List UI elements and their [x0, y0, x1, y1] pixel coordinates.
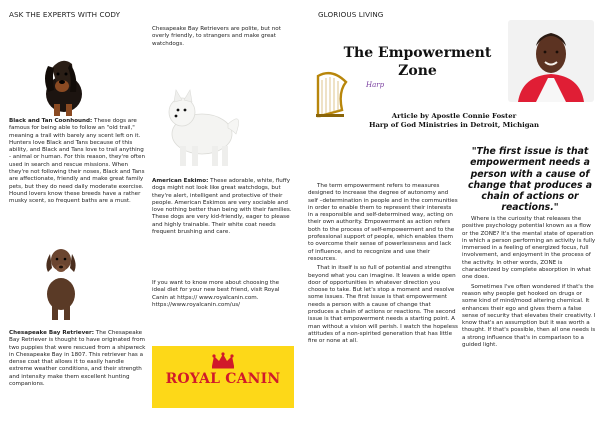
chesapeake-image — [40, 242, 82, 322]
chesapeake-paragraph — [9, 330, 147, 388]
byline — [354, 112, 554, 130]
eskimo-image — [162, 84, 246, 170]
paragraph: Sometimes I've often wondered if that's the reason why people get hooked on drugs or some kind of mind/mood altering chemical. It enhances their ego and gives them a false sense of security that elevates their creativity. I know that's an assumption but it was worth a thought. If that's possible, then all one needs is a strong influence that's in comparison to a guided light. — [462, 283, 596, 349]
breed-name: Black and Tan Coonhound: — [9, 118, 93, 124]
byline-ministry: Harp of God Ministries in Detroit, Michigan — [368, 121, 540, 129]
pull-quote: "The first issue is that empowerment needs a person with a cause of change that produces a chain of actions or reactions." — [468, 146, 592, 214]
coonhound-paragraph — [9, 118, 147, 206]
breed-name: Chesapeake Bay Retriever: — [9, 330, 95, 336]
paragraph: The term empowerment refers to measures designed to increase the degree of autonomy and self –determination in people and in the communities in order to enable them to represent their interests in a responsible and self-determined way, acting on their own authority. Empowerment as action refers both to the process of self-empowerment and to the professional support of people, which enables them to overcome their sense of powerlessness and lack of influence, and to recognize and use their resources. — [308, 183, 458, 262]
breed-name: American Eskimo: — [152, 178, 209, 184]
paragraph: That in itself is so full of potential and strengths beyond what you can imagine. It leaves a wide open door of opportunities in whatever direction you choose to take. But let's stop a moment and resolve some issues. The first issue is that empowerment needs a person with a cause of change that produces a chain of actions or reactions. The second issue is that empowerment needs a starting point. A man without a vision will perish. I watch the hopeless attitudes of a non-spirited generation that has little fire or none at all. — [308, 265, 458, 345]
breed-description: The Chesapeake Bay Retriever is thought to have originated from two puppies that were rescued from a shipwreck in Chesapeake Bay in 1807. This retriever has a dense coat that allows it to easily handle extreme weather conditions, and their strength and intensity make them excellent hunting companions. — [9, 330, 146, 388]
chesapeake-continued: Chesapeake Bay Retrievers are polite, but not overly friendly, to strangers and make great watchdogs. — [152, 26, 281, 47]
section-header: GLORIOUS LIVING — [318, 10, 384, 19]
article-title: The Empowerment Zone — [343, 45, 492, 79]
paragraph: Where is the curiosity that releases the positive psychology potential known as a flow or the ZONE? It's the mental state of operation in which a person performing an activity is fully immersed in a feeling of energized focus, full involvement, and enjoyment in the process of the activity. In other words, ZONE is characterized by complete absorption in what one does. — [462, 216, 596, 281]
body-column-2 — [462, 216, 596, 349]
royal-canin-ad[interactable] — [152, 346, 294, 408]
right-page — [300, 0, 600, 424]
harp-label: Harp — [366, 81, 385, 89]
breed-description: These adorable, white, fluffy dogs might not look like great watchdogs, but they're alert, intelligent and protective of their people. American Eskimos are very sociable and love nothing better than being with their families. These dogs are very kid-friendly, eager to please and highly trainable. Their white coat needs frequent brushing and care. — [152, 178, 292, 236]
byline-author: Article by Apostle Connie Foster — [391, 112, 517, 120]
crown-icon — [210, 352, 236, 369]
eskimo-paragraph — [152, 178, 294, 236]
author-photo — [508, 20, 594, 102]
harp-icon — [312, 70, 352, 118]
coonhound-image — [34, 48, 90, 116]
section-header: ASK THE EXPERTS WITH CODY — [9, 10, 121, 19]
breed-description: These dogs are famous for being able to follow an "old trail," meaning a trail with barely any scent left on it. Hunters love Black and Tans because of this ability, and Black and Tans love to trail anything - animal or human. For this reason, they're often used in search and rescue missions. When they're not following their noses, Black and Tans are affectionate, friendly and make great family pets, but they do need daily moderate exercise. Hound lovers know these breeds have a rather musky scent, so frequent baths are a must. — [9, 118, 145, 205]
brand-logo-text: ROYAL CANIN — [165, 371, 281, 387]
closing-paragraph: If you want to know more about choosing the ideal diet for your new best friend, visit Royal Canin at https:// www.royalcanin.com. https://www.royalcanin.com/us/ — [152, 280, 280, 308]
body-column-1 — [308, 183, 458, 346]
